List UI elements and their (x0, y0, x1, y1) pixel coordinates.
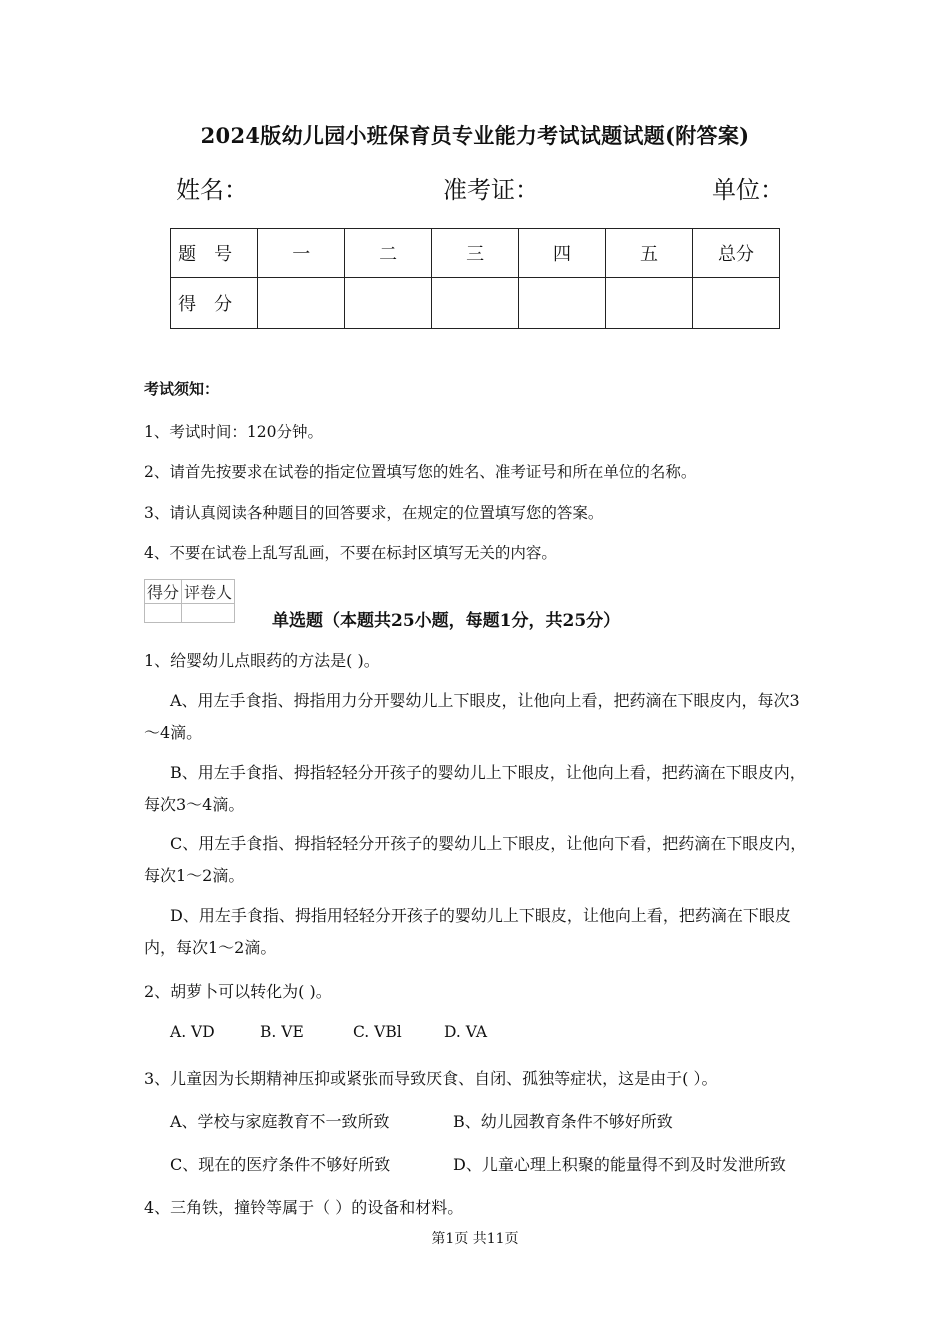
score-cell[interactable] (519, 278, 606, 329)
question-3-option-c: C、现在的医疗条件不够好所致 (170, 1155, 391, 1174)
question-2-option-d: D. VA (444, 1023, 488, 1041)
grader-score-label: 得分 (145, 580, 182, 604)
page-title: 2024版幼儿园小班保育员专业能力考试试题试题(附答案) (200, 123, 750, 148)
score-col-4: 四 (519, 229, 606, 278)
score-col-2: 二 (345, 229, 432, 278)
score-cell[interactable] (258, 278, 345, 329)
grader-name-label: 评卷人 (182, 580, 235, 604)
grader-box (144, 579, 235, 623)
score-col-1: 一 (258, 229, 345, 278)
question-1-option-a: A、用左手食指、拇指用力分开婴幼儿上下眼皮，让他向上看，把药滴在下眼皮内，每次3～4滴。 (144, 691, 800, 742)
notice-heading: 考试须知： (144, 380, 220, 398)
grader-score-cell[interactable] (145, 604, 182, 623)
name-field-label: 姓名： (176, 176, 248, 204)
score-col-3: 三 (432, 229, 519, 278)
question-1-stem: 1、给婴幼儿点眼药的方法是( )。 (144, 651, 380, 670)
unit-field-label: 单位： (712, 176, 784, 204)
grader-name-cell[interactable] (182, 604, 235, 623)
score-table (170, 228, 780, 329)
score-cell[interactable] (345, 278, 432, 329)
score-table-header-row (171, 229, 780, 278)
question-2-option-c: C. VBl (353, 1023, 402, 1041)
question-2-stem: 2、胡萝卜可以转化为( )。 (144, 982, 332, 1001)
exam-id-field-label: 准考证： (443, 176, 539, 204)
page-footer: 第1页 共11页 (431, 1231, 519, 1247)
notice-item: 2、请首先按要求在试卷的指定位置填写您的姓名、准考证号和所在单位的名称。 (144, 463, 697, 481)
score-row-label: 得分 (171, 278, 258, 329)
question-2-option-a: A. VD (170, 1023, 215, 1041)
question-3-option-b: B、幼儿园教育条件不够好所致 (453, 1112, 673, 1131)
question-1-option-b: B、用左手食指、拇指轻轻分开孩子的婴幼儿上下眼皮，让他向上看，把药滴在下眼皮内，每次3～4滴。 (144, 763, 806, 814)
question-1-option-d: D、用左手食指、拇指用轻轻分开孩子的婴幼儿上下眼皮，让他向上看，把药滴在下眼皮内，每次1～2滴。 (144, 906, 791, 957)
score-col-total: 总分 (692, 229, 779, 278)
score-cell[interactable] (606, 278, 693, 329)
question-3-option-a: A、学校与家庭教育不一致所致 (170, 1112, 390, 1131)
score-cell[interactable] (692, 278, 779, 329)
question-4-stem: 4、三角铁，撞铃等属于（ ）的设备和材料。 (144, 1198, 464, 1217)
question-2-option-b: B. VE (260, 1023, 304, 1041)
score-col-5: 五 (606, 229, 693, 278)
question-3-option-d: D、儿童心理上积聚的能量得不到及时发泄所致 (453, 1155, 786, 1174)
score-row-label: 题号 (171, 229, 258, 278)
notice-item: 4、不要在试卷上乱写乱画，不要在标封区填写无关的内容。 (144, 544, 557, 562)
question-1-option-c: C、用左手食指、拇指轻轻分开孩子的婴幼儿上下眼皮，让他向下看，把药滴在下眼皮内，每次1～2滴。 (144, 834, 807, 885)
score-cell[interactable] (432, 278, 519, 329)
question-3-stem: 3、儿童因为长期精神压抑或紧张而导致厌食、自闭、孤独等症状，这是由于( ）。 (144, 1069, 718, 1088)
section-title: 单选题（本题共25小题，每题1分，共25分） (272, 611, 621, 631)
notice-item: 1、考试时间：120分钟。 (144, 423, 323, 441)
score-table-score-row (171, 278, 780, 329)
notice-item: 3、请认真阅读各种题目的回答要求，在规定的位置填写您的答案。 (144, 504, 604, 522)
